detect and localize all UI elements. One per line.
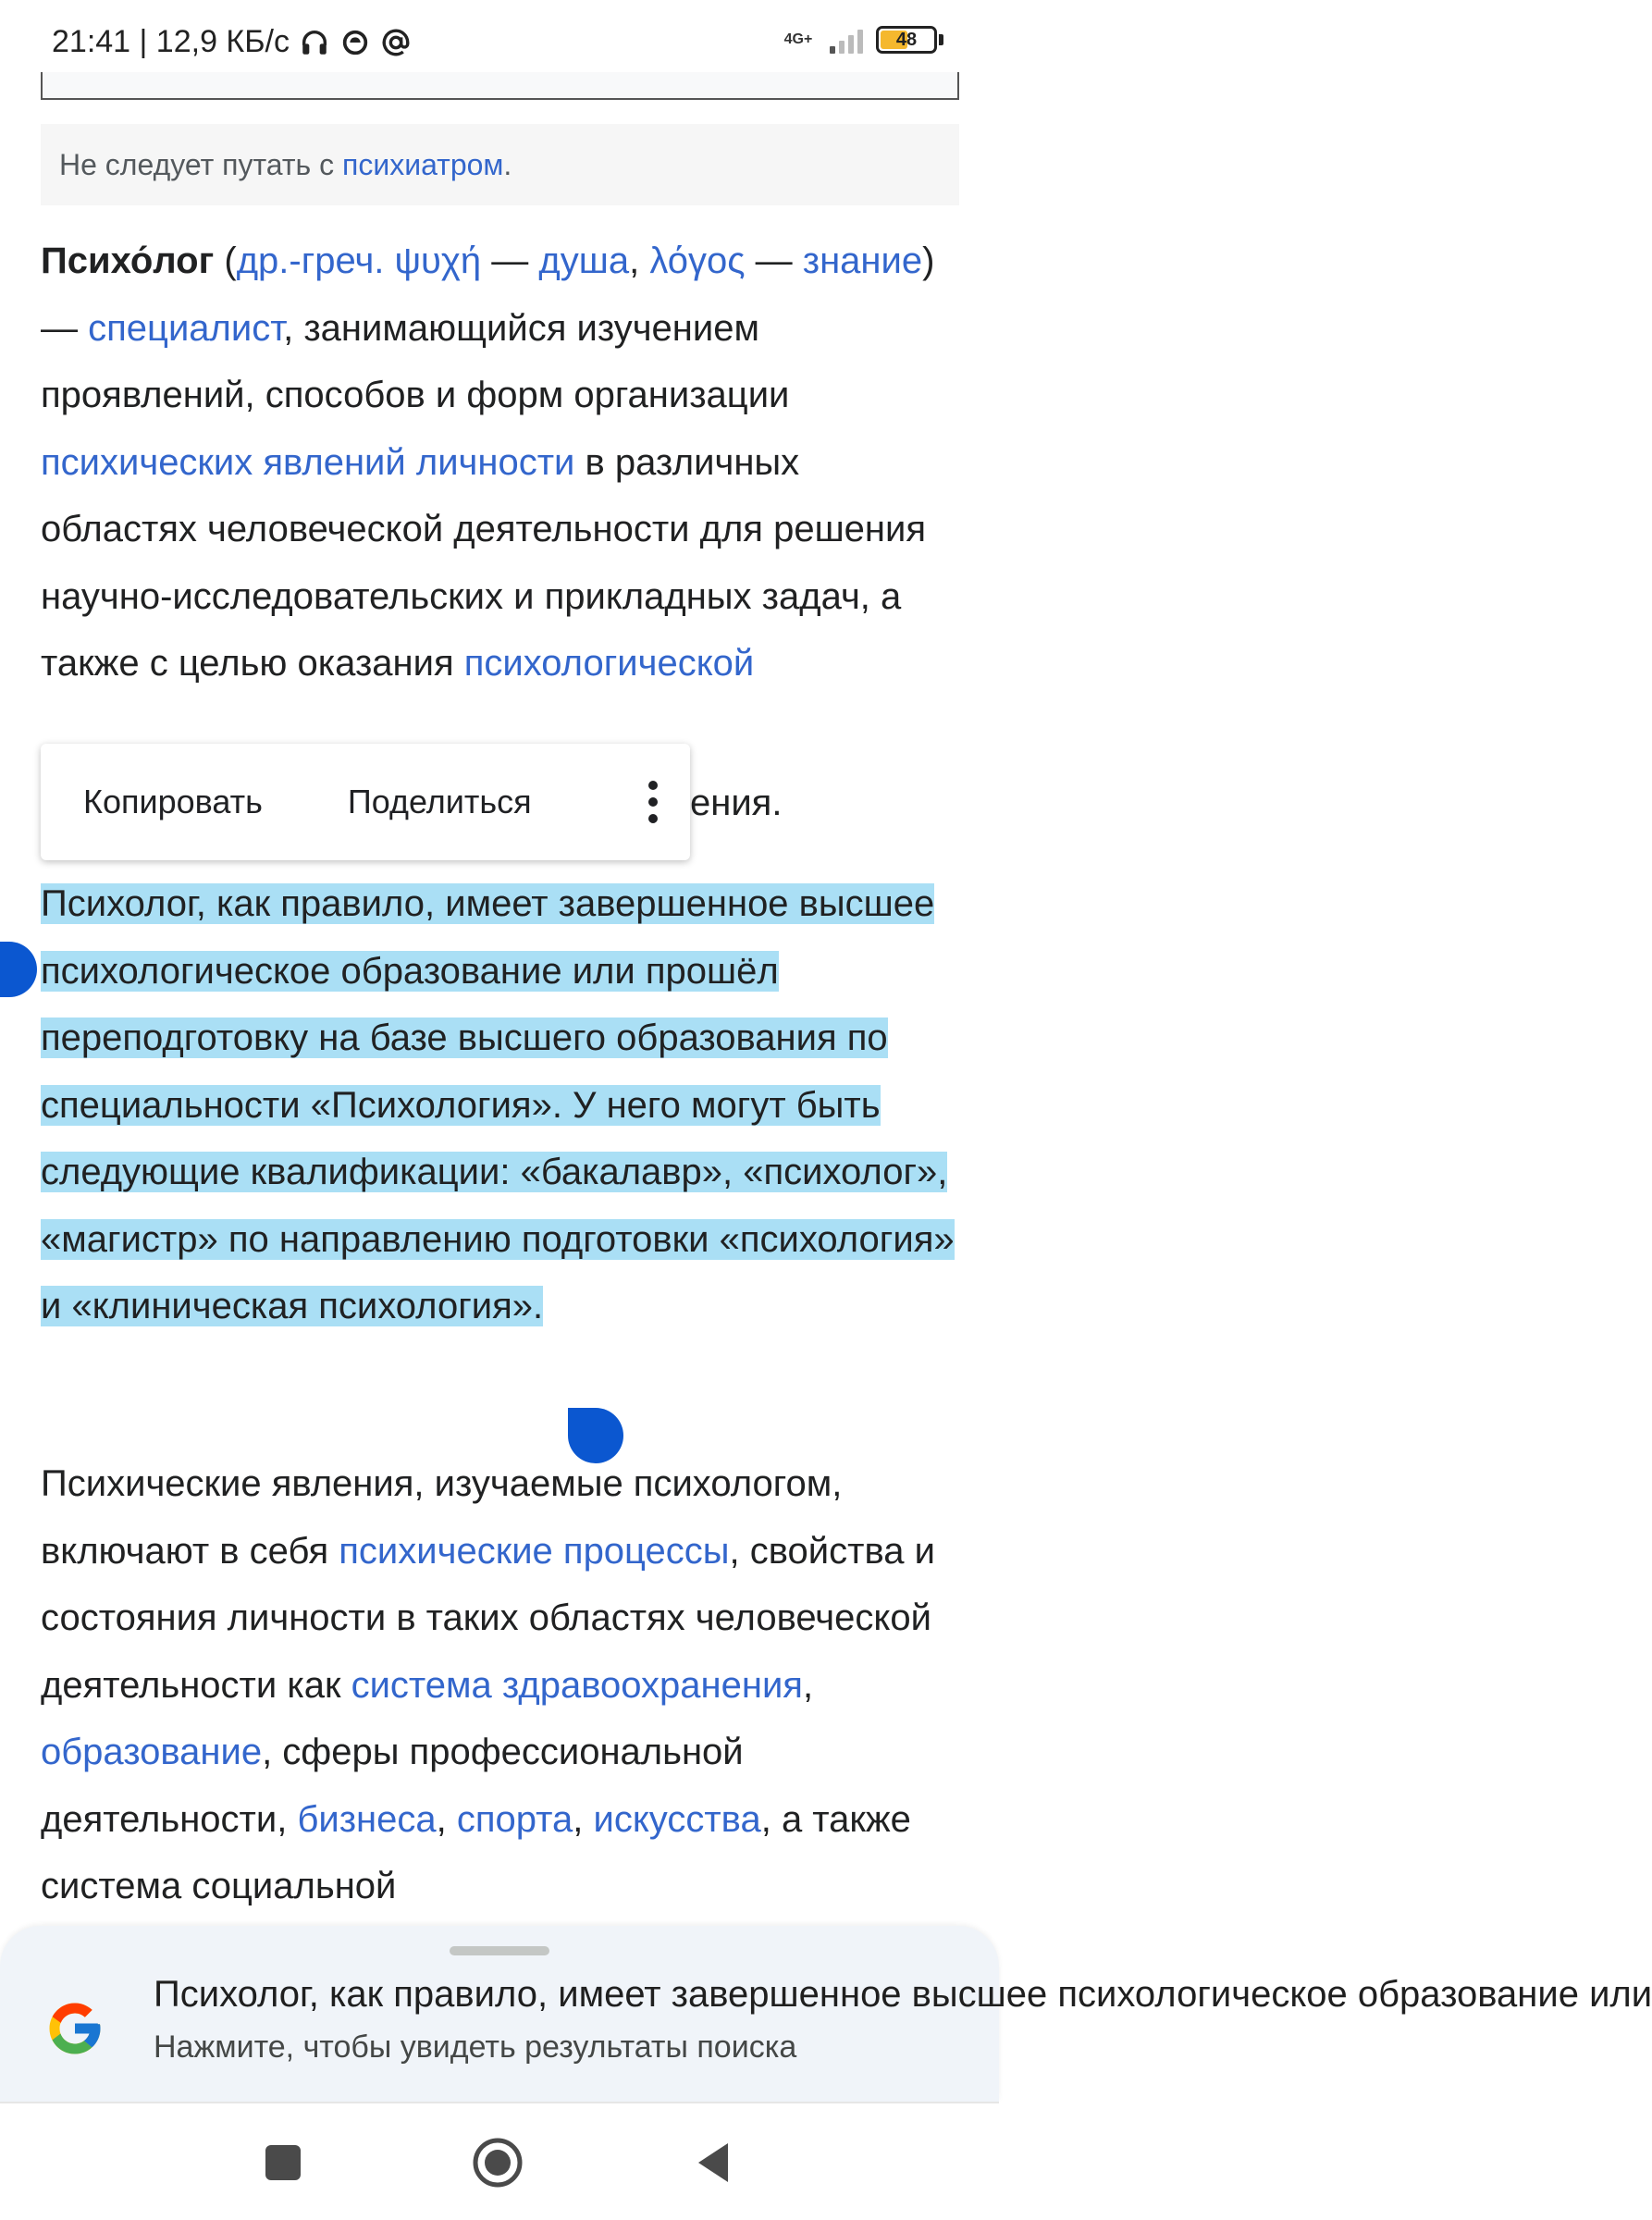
text-fragment: —: [481, 240, 539, 281]
sport-link[interactable]: спорта: [456, 1798, 573, 1840]
recents-icon[interactable]: [255, 2135, 311, 2190]
text-fragment: , сферы профессиональной деятельности,: [41, 1732, 744, 1840]
selected-text[interactable]: Психолог, как правило, имеет завершенное высшее психологическое образование или прошёл переподготовку на базе высшего образования по специальности «Психология». У него могут быть следующие квалификации: «бакалавр», «психолог», «магистр» по направлению подготовки «психология» и «клиническая психология».: [41, 883, 955, 1326]
education-link[interactable]: образование: [41, 1732, 263, 1772]
hatnote-prefix: Не следует путать с: [59, 147, 342, 181]
knowledge-link[interactable]: знание: [802, 240, 923, 281]
google-logo: [44, 1998, 105, 2059]
logos-link[interactable]: λόγος: [649, 240, 746, 281]
share-button[interactable]: Поделиться: [347, 783, 532, 820]
signal-icon: [830, 26, 863, 54]
hatnote-suffix: .: [503, 147, 512, 181]
at-icon: [380, 27, 412, 58]
hatnote: [41, 124, 959, 205]
art-link[interactable]: искусства: [593, 1798, 761, 1840]
text-fragment: (: [214, 240, 237, 281]
back-icon[interactable]: [686, 2135, 742, 2190]
status-bar: [0, 0, 999, 72]
search-subtitle: Нажмите, чтобы увидеть результаты поиска: [154, 2029, 797, 2065]
battery-level-text: 48: [895, 29, 918, 50]
selection-start-handle[interactable]: [0, 942, 37, 997]
text-fragment: , занимающийся изучением проявлений, способов и форм организации: [41, 307, 790, 415]
selected-paragraph: [41, 870, 966, 1340]
business-link[interactable]: бизнеса: [297, 1798, 437, 1840]
text-fragment: ,: [573, 1798, 594, 1840]
paragraph-tail-text: ения.: [690, 783, 783, 823]
ancient-greek-link[interactable]: др.-греч. ψυχή: [236, 240, 482, 281]
home-icon[interactable]: [470, 2135, 525, 2190]
text-fragment: в различных областях человеческой деятельности для решения научно-исследовательских и прикладных задач, а также с целью оказания: [41, 441, 926, 684]
text-fragment: ,: [436, 1798, 457, 1840]
headphones-icon: [299, 27, 330, 58]
status-left: [52, 24, 412, 60]
sync-icon: [339, 27, 371, 58]
text-fragment: ,: [802, 1664, 814, 1706]
intro-paragraph: [41, 228, 966, 746]
text-fragment: —: [745, 240, 803, 281]
infobox-remnant: [41, 72, 959, 100]
specialist-link[interactable]: специалист: [88, 307, 284, 349]
healthcare-system-link[interactable]: система здравоохранения: [351, 1664, 803, 1706]
sheet-drag-handle[interactable]: [450, 1946, 549, 1955]
search-query-title[interactable]: Психолог, как правило, имеет завершенное высшее психологическое образование или: [154, 1974, 1652, 2015]
text-fragment: ) —: [41, 240, 935, 349]
search-bottom-sheet[interactable]: [0, 1926, 1652, 2102]
mental-processes-link[interactable]: психические процессы: [339, 1530, 730, 1572]
article-term: Психо́лог: [41, 240, 215, 281]
battery-tip: [939, 34, 943, 45]
text-fragment: Психические явления, изучаемые психологом, включают в себя: [41, 1463, 843, 1572]
psychological-help-link[interactable]: психологической: [463, 643, 755, 684]
soul-link[interactable]: душа: [538, 240, 630, 281]
more-vert-icon[interactable]: [616, 744, 690, 860]
status-time-speed: 21:41 | 12,9 КБ/с: [52, 24, 290, 59]
text-fragment: ,: [629, 240, 650, 281]
text-fragment: , свойства и состояния личности в таких областях человеческой деятельности как: [41, 1530, 935, 1706]
copy-button[interactable]: Копировать: [83, 783, 263, 820]
mental-phenomena-link[interactable]: психических явлений личности: [41, 441, 575, 483]
status-right: [780, 26, 943, 54]
battery-icon: [876, 26, 937, 54]
network-type: 4G+: [783, 31, 813, 47]
system-nav-bar: [0, 2102, 999, 2220]
selection-context-menu: [41, 744, 690, 860]
text-fragment: , а также система социальной: [41, 1798, 911, 1906]
psychiatrist-link[interactable]: психиатром: [341, 147, 504, 181]
phenomena-paragraph: [41, 1450, 966, 1920]
